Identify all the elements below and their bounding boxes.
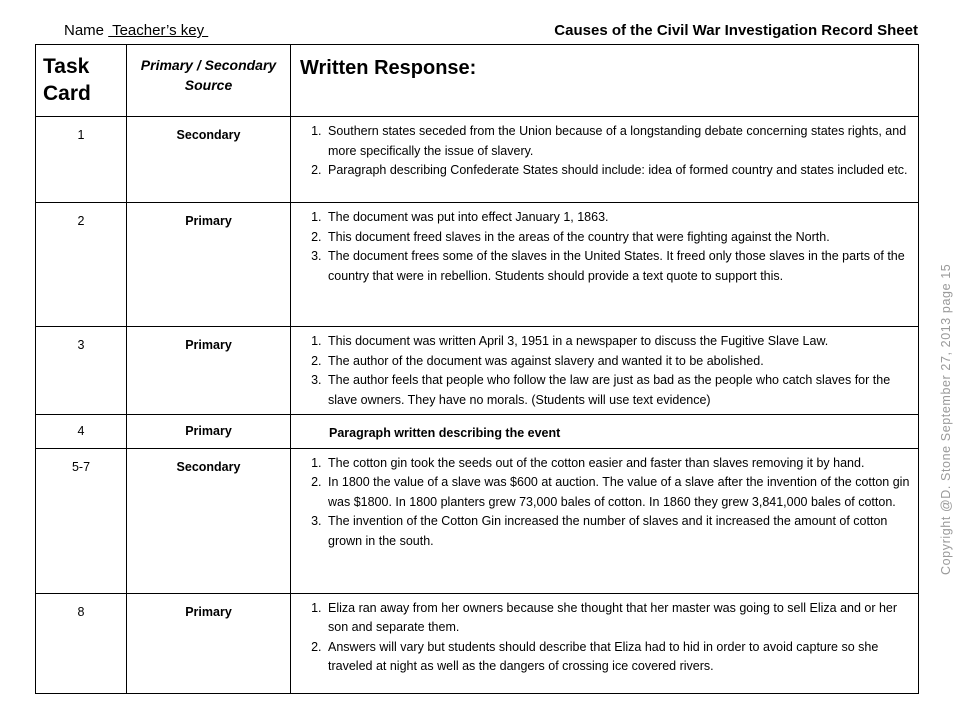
answer-item: 2. The author of the document was against slavery and wanted it to be abolished.	[325, 352, 910, 372]
answer-item: 2. Answers will vary but students should describe that Eliza had to hid in order to avoid capture so she traveled at night as well as the dangers of crossing ice covered rivers.	[325, 638, 910, 677]
record-table	[35, 44, 919, 694]
written-response	[291, 415, 919, 449]
table-row	[36, 415, 919, 449]
header-row	[36, 45, 919, 117]
source-type: Primary	[127, 593, 291, 694]
answer-item: 1. This document was written April 3, 1951 in a newspaper to discuss the Fugitive Slave Law.	[325, 332, 910, 352]
task-card-number: 5-7	[36, 448, 127, 593]
task-card-number: 2	[36, 203, 127, 327]
task-card-number: 1	[36, 117, 127, 203]
answer-item: 1. Southern states seceded from the Union because of a longstanding debate concerning states rights, and more specifically the issue of slavery.	[325, 122, 910, 161]
source-type: Secondary	[127, 448, 291, 593]
answer-list	[299, 599, 910, 677]
answer-list	[299, 332, 910, 410]
answer-item: 3. The author feels that people who follow the law are just as bad as the people who catch slaves for the slave owners. They have no morals. (Students will use text evidence)	[325, 371, 910, 410]
answer-item: 3. The document frees some of the slaves in the United States. It freed only those slaves in the parts of the country that were in rebellion. Students should provide a text quote to support this.	[325, 247, 910, 286]
answer-item: 2. In 1800 the value of a slave was $600 at auction. The value of a slave after the invention of the cotton gin was $1800. In 1800 planters grew 73,000 bales of cotton. In 1860 they grew 3,841,000 bales of cotton.	[325, 473, 910, 512]
name-value: Teacher’s key	[108, 22, 209, 39]
task-card-number: 3	[36, 327, 127, 415]
sheet-title: Causes of the Civil War Investigation Record Sheet	[554, 22, 918, 39]
answer-list	[299, 122, 910, 181]
written-response	[291, 593, 919, 694]
table-row	[36, 327, 919, 415]
table-row	[36, 593, 919, 694]
answer-item: 1. The cotton gin took the seeds out of the cotton easier and faster than slaves removing it by hand.	[325, 454, 910, 474]
answer-list	[299, 454, 910, 552]
response-note: Paragraph written describing the event	[329, 426, 561, 440]
header-source: Primary / Secondary Source	[127, 45, 291, 117]
answer-item: 1. Eliza ran away from her owners because she thought that her master was going to sell Eliza and or her son and separate them.	[325, 599, 910, 638]
copyright-notice: Copyright @D. Stone September 27, 2013 page 15	[939, 263, 953, 575]
task-card-number: 4	[36, 415, 127, 449]
name-label: Name	[64, 22, 105, 39]
answer-item: 1. The document was put into effect January 1, 1863.	[325, 208, 910, 228]
task-card-number: 8	[36, 593, 127, 694]
written-response	[291, 448, 919, 593]
table-row	[36, 448, 919, 593]
source-type: Primary	[127, 327, 291, 415]
answer-item: 2. This document freed slaves in the areas of the country that were fighting against the North.	[325, 228, 910, 248]
written-response	[291, 327, 919, 415]
table-row	[36, 203, 919, 327]
source-type: Primary	[127, 415, 291, 449]
table-row	[36, 117, 919, 203]
answer-list	[299, 208, 910, 286]
header-response: Written Response:	[291, 45, 919, 117]
written-response	[291, 203, 919, 327]
answer-item: 3. The invention of the Cotton Gin increased the number of slaves and it increased the amount of cotton grown in the south.	[325, 512, 910, 551]
header-task-card: Task Card	[36, 45, 127, 117]
source-type: Primary	[127, 203, 291, 327]
source-type: Secondary	[127, 117, 291, 203]
written-response	[291, 117, 919, 203]
answer-item: 2. Paragraph describing Confederate States should include: idea of formed country and states included etc.	[325, 161, 910, 181]
name-line	[64, 22, 208, 39]
